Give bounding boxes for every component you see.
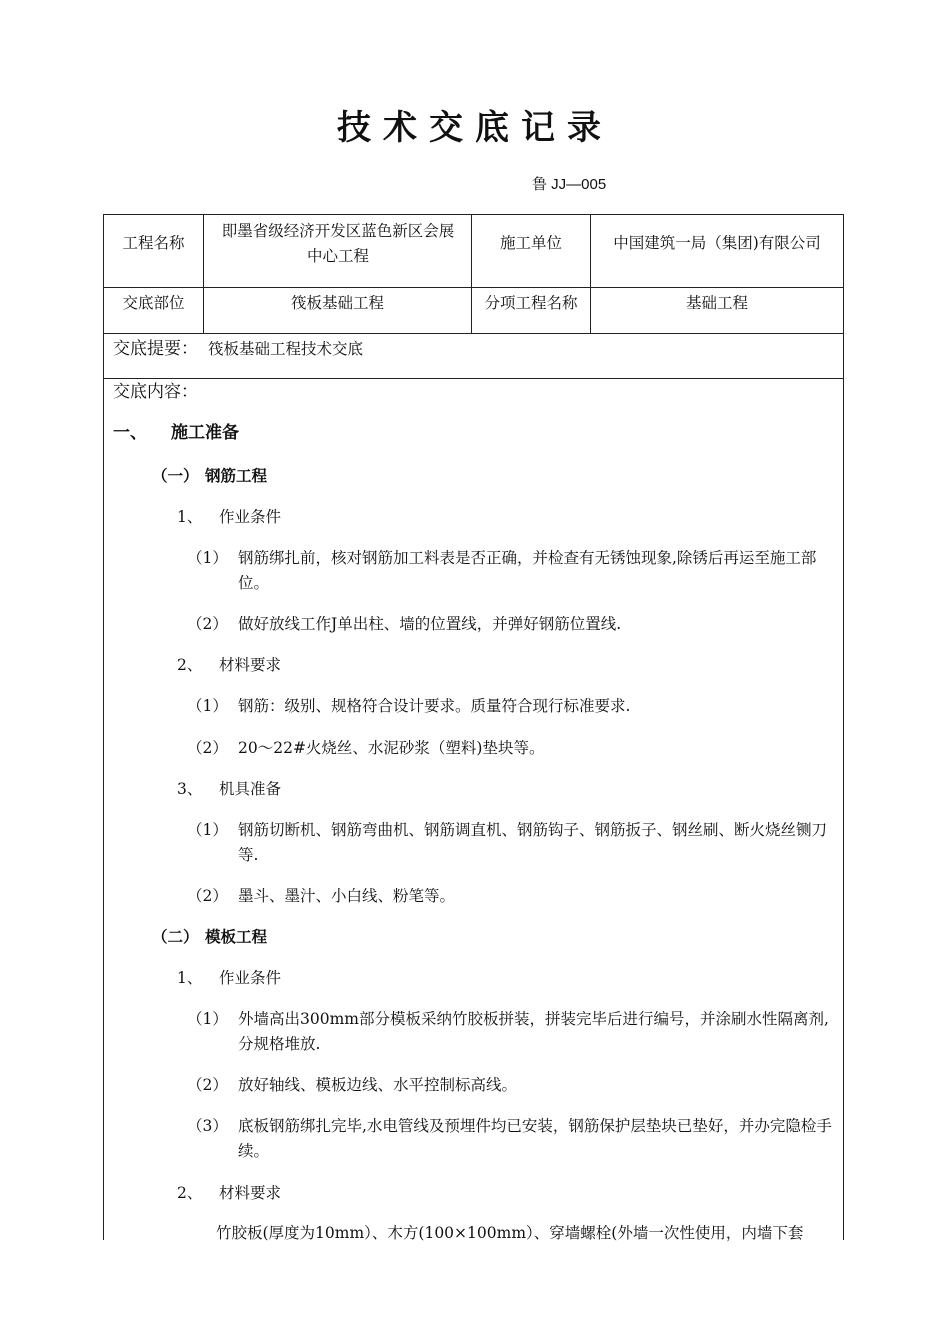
subproject-value: 基础工程 <box>685 294 748 312</box>
paragraph-number: （2） <box>187 615 228 633</box>
contractor-label: 施工单位 <box>499 234 562 252</box>
item-title: 作业条件 <box>219 508 282 526</box>
location-label: 交底部位 <box>122 294 185 312</box>
contractor-value: 中国建筑一局（集团)有限公司 <box>613 234 821 252</box>
item-title: 材料要求 <box>219 656 282 674</box>
paragraph-text: 放好轴线、模板边线、水平控制标高线。 <box>238 1076 518 1094</box>
item-number: 3、 <box>177 780 203 798</box>
row-divider <box>104 333 843 334</box>
section-number: 一、 <box>113 423 147 443</box>
column-divider <box>203 215 204 333</box>
location-value: 筏板基础工程 <box>290 294 384 312</box>
document-number: 鲁 JJ—005 <box>532 176 607 193</box>
paragraph-text: 墨斗、墨汁、小白线、粉笔等。 <box>238 887 456 905</box>
item-number: 1、 <box>177 508 203 526</box>
paragraph-text: 竹胶板(厚度为10mm）、木方(100×100mm）、穿墙螺栓(外墙一次性使用，内墙下套 <box>216 1224 804 1242</box>
item-title: 材料要求 <box>219 1184 282 1202</box>
subsection-title: 模板工程 <box>205 927 268 946</box>
project-name-label: 工程名称 <box>122 234 185 252</box>
document-title: 技术交底记录 <box>337 108 613 148</box>
paragraph-number: （1） <box>187 697 228 715</box>
item-number: 2、 <box>177 1184 203 1202</box>
item-title: 机具准备 <box>219 780 282 798</box>
paragraph-number: （2） <box>187 739 228 757</box>
paragraph-number: （1） <box>187 1010 228 1028</box>
paragraph-number: （1） <box>187 549 228 567</box>
item-number: 2、 <box>177 656 203 674</box>
paragraph-text: 钢筋：级别、规格符合设计要求。质量符合现行标准要求. <box>238 697 631 715</box>
item-number: 1、 <box>177 969 203 987</box>
subsection-number: （二） <box>152 927 199 946</box>
subsection-title: 钢筋工程 <box>205 466 268 485</box>
content-label: 交底内容： <box>113 382 198 402</box>
disclosure-record-table <box>103 214 844 1240</box>
paragraph-text: 做好放线工作J单出柱、墙的位置线，并弹好钢筋位置线. <box>238 615 622 633</box>
paragraph-text: 20～22#火烧丝、水泥砂浆（塑料)垫块等。 <box>238 739 545 757</box>
paragraph-text: 钢筋切断机、钢筋弯曲机、钢筋调直机、钢筋钩子、钢筋扳子、钢丝刷、断火烧丝铡刀等. <box>238 821 828 864</box>
summary-value: 筏板基础工程技术交底 <box>208 340 364 358</box>
paragraph-number: （2） <box>187 887 228 905</box>
paragraph-number: （2） <box>187 1076 228 1094</box>
section-title: 施工准备 <box>171 423 239 443</box>
subsection-number: （一） <box>152 466 199 485</box>
paragraph-text: 外墙高出300mm部分模板采纳竹胶板拼装，拼装完毕后进行编号，并涂刷水性隔离剂,分规格堆放. <box>238 1010 829 1053</box>
project-name-value: 即墨省级经济开发区蓝色新区会展中心工程 <box>221 222 455 265</box>
paragraph-text: 底板钢筋绑扎完毕,水电管线及预埋件均已安装，钢筋保护层垫块已垫好，并办完隐检手续。 <box>238 1117 832 1160</box>
summary-label: 交底提要： <box>113 339 198 359</box>
paragraph-number: （3） <box>187 1117 228 1135</box>
row-divider <box>104 287 843 288</box>
paragraph-number: （1） <box>187 821 228 839</box>
item-title: 作业条件 <box>219 969 282 987</box>
row-divider <box>104 378 843 379</box>
paragraph-text: 钢筋绑扎前，核对钢筋加工料表是否正确，并检查有无锈蚀现象,除锈后再运至施工部位。 <box>238 549 817 592</box>
subproject-label: 分项工程名称 <box>484 294 578 312</box>
